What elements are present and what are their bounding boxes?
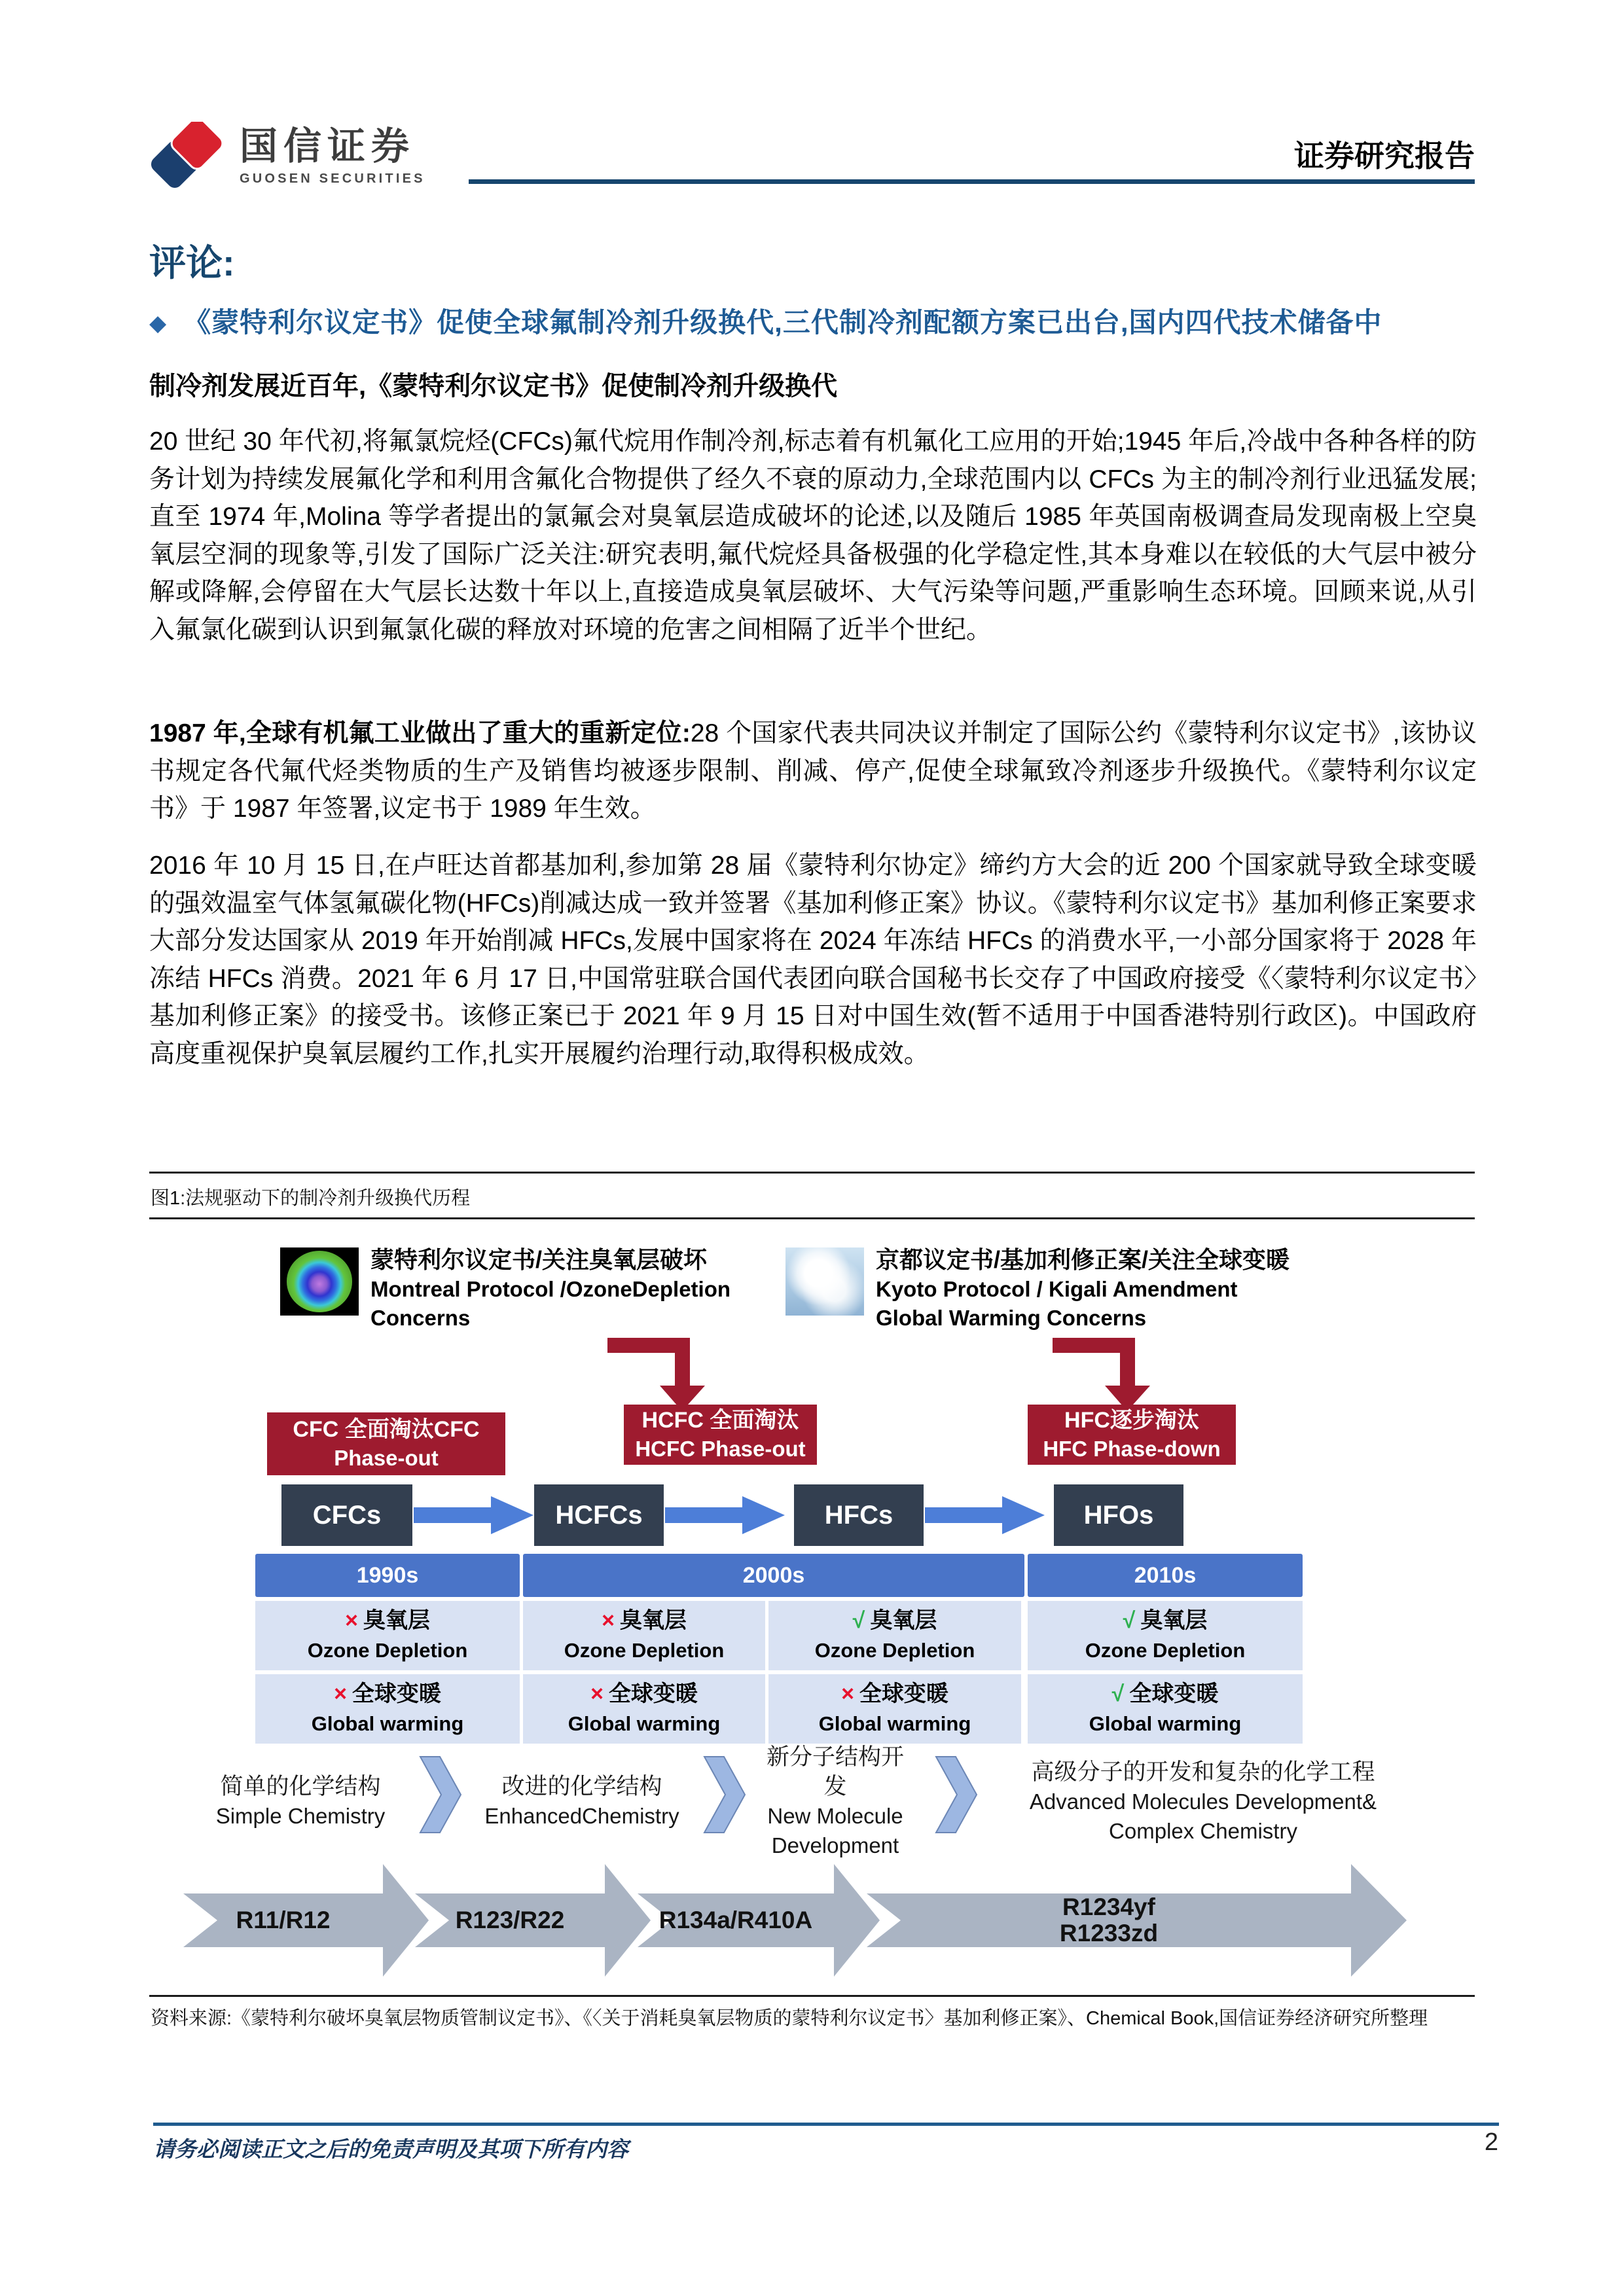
- figure-bottom-rule: [149, 1995, 1475, 1997]
- legend-kyoto-en1: Kyoto Protocol / Kigali Amendment: [876, 1277, 1238, 1301]
- check-mark-icon: √: [1111, 1681, 1125, 1706]
- chem-stage-cn: 简单的化学结构: [220, 1774, 381, 1799]
- cell-cn-label: 全球变暖: [608, 1681, 698, 1706]
- cell-cn-label: 臭氧层: [619, 1608, 687, 1633]
- figure-top-rule: [149, 1172, 1475, 1174]
- phase-box-cfc: [267, 1412, 505, 1475]
- diamond-bullet-icon: ◆: [149, 311, 167, 336]
- phase-box-hcfc-line2: HCFC Phase-out: [635, 1437, 806, 1461]
- legend-kyoto: [876, 1245, 1290, 1333]
- decade-header-2010s: 2010s: [1028, 1554, 1303, 1597]
- right-arrow-icon: [925, 1496, 1045, 1534]
- decade-header-2000s: 2000s: [523, 1554, 1024, 1597]
- guosen-logo-icon: [149, 122, 228, 190]
- legend-kyoto-cn: 京都议定书/基加利修正案/关注全球变暖: [876, 1246, 1290, 1273]
- chem-stage-en: EnhancedChemistry: [484, 1804, 679, 1828]
- table-cell-warming-2: [523, 1674, 765, 1744]
- legend-montreal: [370, 1245, 731, 1333]
- doc-type-label: 证券研究报告: [1294, 139, 1475, 173]
- chem-stage-en: Advanced Molecules Development&: [1029, 1789, 1377, 1814]
- ozone-hole-image: [280, 1247, 359, 1316]
- decade-header-1990s: 1990s: [255, 1554, 520, 1597]
- footer-rule: [153, 2123, 1499, 2126]
- cell-en-label: Global warming: [1089, 1712, 1242, 1735]
- product-label: R11/R12: [236, 1907, 331, 1933]
- table-cell-warming-3: [768, 1674, 1021, 1744]
- cross-mark-icon: ×: [841, 1681, 854, 1706]
- paragraph-2-lead: 1987 年,全球有机氟工业做出了重大的重新定位:: [149, 719, 691, 747]
- paragraph-1-text: 20 世纪 30 年代初,将氟氯烷烃(CFCs)氟代烷用作制冷剂,标志着有机氟化工应用的开始;1945 年后,冷战中各种各样的防务计划为持续发展氟化学和利用含氟化合物提供了经久不衰的原动力,全球范围内以 CFCs 为主的制冷剂行业迅猛发展;直至 1974 年,Molina 等学者提出的氯氟会对臭氧层造成破坏的论述,以及随后 1985 年英国南极调查局发现南极上空臭氧层空洞的现象等,引发了国际广泛关注:研究表明,氟代烷烃具备极强的化学稳定性,其本身难以在较低的大气层中被分解或降解,会停留在大气层长达数十年以上,直接造成臭氧层破坏、大气污染等问题,严重影响生态环境。回顾来说,从引入氟氯化碳到认识到氟氯化碳的释放对环境的危害之间相隔了近半个世纪。: [149, 427, 1477, 644]
- cell-en-label: Ozone Depletion: [1085, 1639, 1246, 1662]
- logo-cn-text: 国信证券: [240, 125, 416, 168]
- paragraph-1: [149, 423, 1477, 649]
- refrigerant-box-hcfcs: HCFCs: [534, 1484, 664, 1546]
- paragraph-2-text: 28 个国家代表共同决议并制定了国际公约《蒙特利尔议定书》,该协议书规定各代氟代烃类物质的生产及销售均被逐步限制、削减、停产,促使全球氟致冷剂逐步升级换代。《蒙特利尔议定书》于 1987 年签署,议定书于 1989 年生效。: [149, 719, 1477, 823]
- legend-kyoto-en2: Global Warming Concerns: [876, 1306, 1147, 1330]
- right-arrow-icon: [414, 1496, 533, 1534]
- legend-montreal-en2: Concerns: [370, 1306, 471, 1330]
- product-arrow-r134a: [638, 1864, 880, 1977]
- product-arrow-r1234yf: [867, 1864, 1407, 1977]
- product-label: R1233zd: [1059, 1920, 1159, 1946]
- highlight-text: 《蒙特利尔议定书》促使全球氟制冷剂升级换代,三代制冷剂配额方案已出台,国内四代技术储备中: [183, 307, 1382, 338]
- right-arrow-icon: [665, 1496, 785, 1534]
- paragraph-2: [149, 715, 1477, 828]
- chem-stage-en: New Molecule: [767, 1804, 903, 1828]
- phase-box-hcfc-line1: HCFC 全面淘汰: [641, 1408, 799, 1433]
- paragraph-3-text: 2016 年 10 月 15 日,在卢旺达首都基加利,参加第 28 届《蒙特利尔协定》缔约方大会的近 200 个国家就导致全球变暖的强效温室气体氢氟碳化物(HFCs)削减达成一致并签署《基加利修正案》协议。《蒙特利尔议定书》基加利修正案要求大部分发达国家从 2019 年开始削减 HFCs,发展中国家将在 2024 年冻结 HFCs 的消费水平,一小部分国家将于 2028 年冻结 HFCs 消费。2021 年 6 月 17 日,中国常驻联合国代表团向联合国秘书长交存了中国政府接受《〈蒙特利尔议定书〉基加利修正案》的接受书。该修正案已于 2021 年 9 月 15 日对中国生效(暂不适用于中国香港特别行政区)。中国政府高度重视保护臭氧层履约工作,扎实开展履约治理行动,取得积极成效。: [149, 852, 1477, 1068]
- phase-box-hfc: [1028, 1405, 1236, 1465]
- table-cell-ozone-4: [1028, 1601, 1303, 1670]
- figure-1: [149, 1172, 1475, 2094]
- refrigerant-box-hfcs: HFCs: [794, 1484, 924, 1546]
- check-mark-icon: √: [1123, 1608, 1136, 1633]
- ozone-hole-graphic: [287, 1251, 353, 1312]
- legend-montreal-cn: 蒙特利尔议定书/关注臭氧层破坏: [370, 1246, 708, 1273]
- subheading: 制冷剂发展近百年,《蒙特利尔议定书》促使制冷剂升级换代: [149, 372, 838, 401]
- cell-cn-label: 臭氧层: [1140, 1608, 1208, 1633]
- cross-mark-icon: ×: [334, 1681, 347, 1706]
- phase-box-hfc-line1: HFC逐步淘汰: [1064, 1408, 1199, 1433]
- chevron-right-icon: [419, 1755, 462, 1834]
- phase-box-cfc-line2: Phase-out: [334, 1446, 439, 1470]
- logo-en-text: GUOSEN SECURITIES: [240, 171, 425, 186]
- section-title: 评论:: [149, 242, 235, 283]
- table-cell-ozone-2: [523, 1601, 765, 1670]
- chem-stage-en: Development: [771, 1833, 899, 1857]
- cell-en-label: Global warming: [818, 1712, 971, 1735]
- chevron-right-icon: [935, 1755, 978, 1834]
- figure-caption-rule: [149, 1217, 1475, 1219]
- chem-stage-en: Simple Chemistry: [215, 1804, 386, 1828]
- table-cell-warming-4: [1028, 1674, 1303, 1744]
- cell-cn-label: 全球变暖: [1129, 1681, 1219, 1706]
- cross-mark-icon: ×: [590, 1681, 604, 1706]
- refrigerant-box-hfos: HFOs: [1054, 1484, 1183, 1546]
- header-rule: [469, 179, 1475, 184]
- phase-box-hfc-line2: HFC Phase-down: [1043, 1437, 1221, 1461]
- cell-cn-label: 全球变暖: [859, 1681, 948, 1706]
- product-arrow-r123: [415, 1864, 651, 1977]
- cell-en-label: Global warming: [568, 1712, 721, 1735]
- cell-en-label: Ozone Depletion: [564, 1639, 725, 1662]
- elbow-arrow-down-icon: [607, 1338, 706, 1413]
- product-label: R123/R22: [455, 1907, 565, 1933]
- chem-stage-cn: 改进的化学结构: [501, 1774, 662, 1799]
- product-arrow-r11: [183, 1864, 429, 1977]
- table-cell-ozone-3: [768, 1601, 1021, 1670]
- cell-cn-label: 臭氧层: [363, 1608, 430, 1633]
- check-mark-icon: √: [852, 1608, 865, 1633]
- phase-box-hcfc: [624, 1405, 817, 1465]
- chem-stage-2: [482, 1751, 682, 1851]
- clouds-image: [785, 1247, 864, 1316]
- product-label: R1234yf: [1062, 1893, 1155, 1920]
- page-number: 2: [1484, 2128, 1498, 2156]
- legend-montreal-en1: Montreal Protocol /OzoneDepletion: [370, 1277, 731, 1301]
- footer-disclaimer: 请务必阅读正文之后的免责声明及其项下所有内容: [153, 2137, 628, 2161]
- brand-logo: [240, 127, 425, 187]
- figure-source: 资料来源:《蒙特利尔破坏臭氧层物质管制议定书》、《〈关于消耗臭氧层物质的蒙特利尔议定书〉基加利修正案》、Chemical Book,国信证券经济研究所整理: [151, 2008, 1428, 2029]
- cell-cn-label: 臭氧层: [870, 1608, 937, 1633]
- cell-en-label: Global warming: [311, 1712, 464, 1735]
- phase-box-cfc-line1: CFC 全面淘汰CFC: [293, 1417, 480, 1442]
- chem-stage-en: Complex Chemistry: [1109, 1818, 1297, 1843]
- chem-stage-1: [202, 1751, 399, 1851]
- chem-stage-4: [994, 1751, 1413, 1851]
- chem-stage-cn: 高级分子的开发和复杂的化学工程: [1031, 1759, 1375, 1785]
- chem-stage-cn: 新分子结构开发: [766, 1744, 904, 1799]
- elbow-arrow-down-icon: [1053, 1338, 1151, 1413]
- cross-mark-icon: ×: [345, 1608, 358, 1633]
- product-label: R134a/R410A: [659, 1907, 813, 1933]
- paragraph-3: [149, 847, 1477, 1073]
- cell-en-label: Ozone Depletion: [307, 1639, 468, 1662]
- highlight-bullet: [149, 305, 1478, 340]
- table-cell-warming-1: [255, 1674, 520, 1744]
- refrigerant-box-cfcs: CFCs: [281, 1484, 412, 1546]
- chevron-right-icon: [703, 1755, 746, 1834]
- cell-cn-label: 全球变暖: [352, 1681, 441, 1706]
- table-cell-ozone-1: [255, 1601, 520, 1670]
- cross-mark-icon: ×: [602, 1608, 615, 1633]
- chem-stage-3: [757, 1744, 914, 1857]
- cell-en-label: Ozone Depletion: [814, 1639, 975, 1662]
- figure-caption: 图1:法规驱动下的制冷剂升级换代历程: [151, 1188, 471, 1209]
